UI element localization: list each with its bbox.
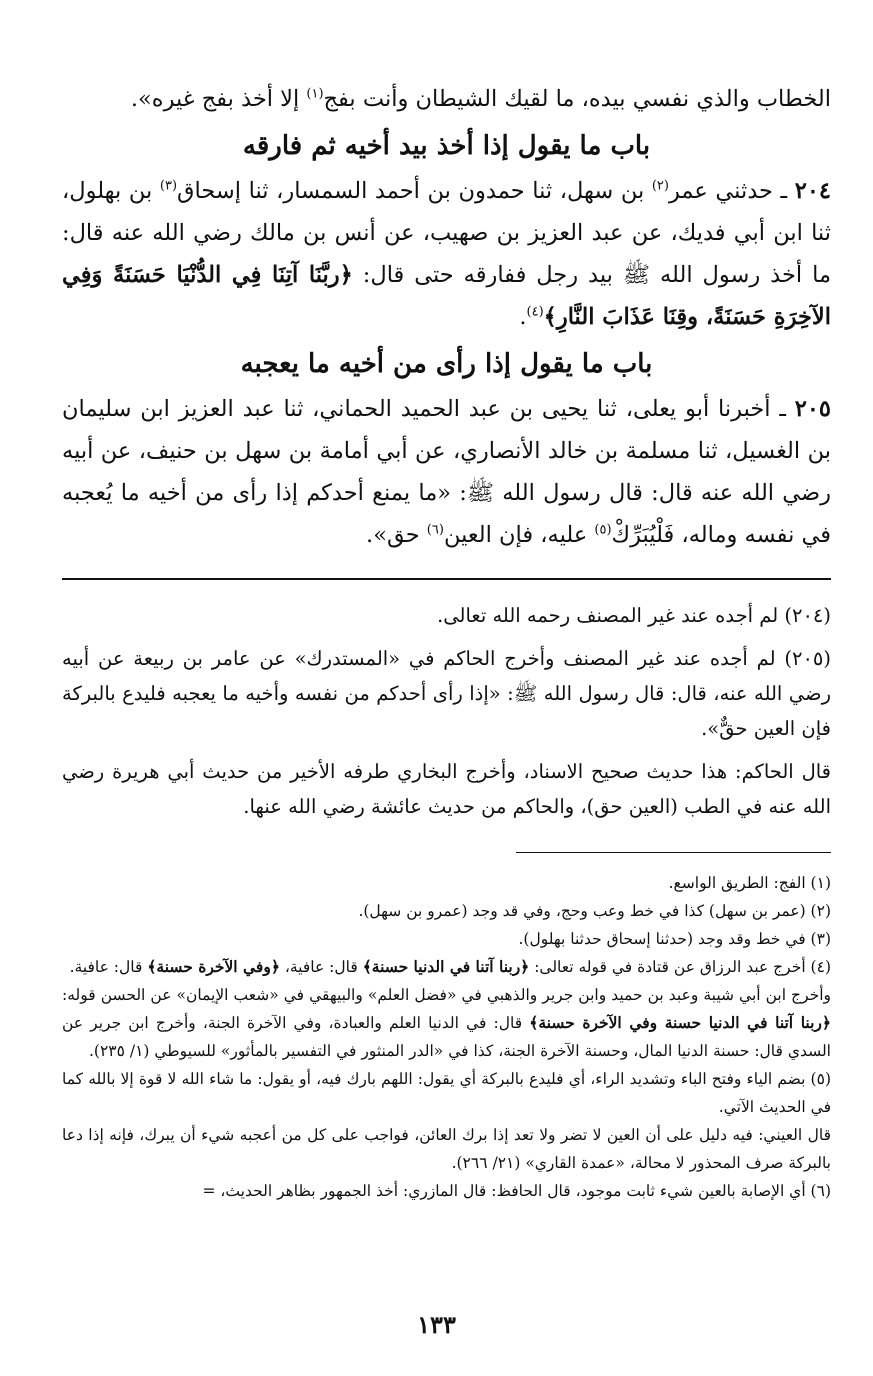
footnote-5-continued: قال العيني: فيه دليل على أن العين لا تضر ولا تعد إذا برك العائن، فواجب على كل من أعجبه شيء أن يبرك، فإنه إذا دعا بالبركة صرف المحذور لا محالة، «عمدة القاري» (٢١/ ٢٦٦). (62, 1126, 831, 1172)
hadith-number: ٢٠٥ (794, 396, 831, 422)
footnote-ref-3: (٣) (159, 178, 178, 194)
footnote-4: (٤) أخرج عبد الرزاق عن قتادة في قوله تعالى: ﴿ربنا آتنا في الدنيا حسنة﴾ قال: عافية، ﴿وفي الآخرة حسنة﴾ قال: عافية. (69, 957, 831, 976)
takhrij-notes (62, 598, 831, 824)
main-divider (62, 578, 831, 580)
note-204: (٢٠٤) لم أجده عند غير المصنف رحمه الله تعالى. (437, 604, 831, 627)
footnote-4-continued: وأخرج ابن أبي شيبة وعبد بن حميد وابن جرير والذهبي في «فضل العلم» والبيهقي في «شعب الإيمان» عن الحسن قوله: ﴿ربنا آتنا في الدنيا حسنة وفي الآخرة حسنة﴾ قال: في الدنيا العلم والعبادة، وفي الآخرة الجنة، وأخرج ابن جرير عن السدي قال: حسنة الدنيا المال، وحسنة الآخرة الجنة، كذا في «الدر المنثور في التفسير بالمأثور» للسيوطي (١/ ٢٣٥). (62, 986, 831, 1060)
footnote-5: (٥) بضم الياء وفتح الباء وتشديد الراء، أي فليدع بالبركة أي يقول: اللهم بارك فيه، أو يقول: ما شاء الله لا قوة إلا بالله كما في الحديث الآتي. (62, 1070, 831, 1116)
note-205: (٢٠٥) لم أجده عند غير المصنف وأخرج الحاكم في «المستدرك» عن عامر بن ربيعة عن أبيه رضي الله عنه، قال: قال رسول الله ﷺ: «إذا رأى أحدكم من نفسه وأخيه ما يعجبه فليدع بالبركة فإن العين حقٌّ». (62, 647, 831, 740)
note-hakim: قال الحاكم: هذا حديث صحيح الاسناد، وأخرج البخاري طرفه الأخير من حديث أبي هريرة رضي الله عنه في الطب (العين حق)، والحاكم من حديث عائشة رضي الله عنها. (62, 760, 831, 818)
footnote-2: (٢) (عمر بن سهل) كذا في خط وعب وحج، وفي قد وجد (عمرو بن سهل). (358, 902, 831, 920)
hadith-204: ٢٠٤ ـ حدثني عمر$^{(٢)}$ بن سهل، ثنا حمدون بن أحمد السمسار، ثنا إسحاق$^{(٣)}$ بن بهلول، ثنا ابن أبي فديك، عن عبد العزيز بن صهيب، عن أنس بن مالك رضي الله عنه قال: ما أخذ رسول الله ﷺ بيد رجل ففارقه حتى قال: ﴿ربَّنَا آتِنَا فِي الدُّنْيَا حَسَنَةً وَفِي الآخِرَةِ حَسَنَةً، وقِنَا عَذَابَ النَّارِ﴾$^{(٤)}$. (62, 178, 832, 330)
footnote-ref-6: (٦) (426, 522, 444, 538)
footnote-3: (٣) في خط وقد وجد (حدثنا إسحاق حدثنا بهلول). (518, 930, 831, 948)
footnote-6: (٦) أي الإصابة بالعين شيء ثابت موجود، قال الحافظ: قال المازري: أخذ الجمهور بظاهر الحديث، = (202, 1182, 831, 1200)
footnote-ref-5: (٥) (594, 522, 612, 538)
footnotes (62, 869, 831, 1205)
chapter-heading-2: باب ما يقول إذا رأى من أخيه ما يعجبه (240, 349, 653, 379)
footnote-1: (١) الفج: الطريق الواسع. (668, 874, 831, 892)
page-number: ١٣٣ (417, 1310, 456, 1339)
hadith-number: ٢٠٤ (794, 178, 832, 204)
opening-line: الخطاب والذي نفسي بيده، ما لقيك الشيطان وأنت بفج$^{(١)}$ إلا أخذ بفج غيره». (130, 86, 831, 112)
footnote-ref-1: (١) (306, 86, 324, 102)
main-text (62, 78, 831, 556)
quran-verse: ﴿ربَّنَا آتِنَا فِي الدُّنْيَا حَسَنَةً وَفِي الآخِرَةِ حَسَنَةً، وقِنَا عَذَابَ النَّارِ﴾ (62, 262, 831, 330)
footnote-divider (516, 852, 831, 853)
hadith-205: ٢٠٥ ـ أخبرنا أبو يعلى، ثنا يحيى بن عبد الحميد الحماني، ثنا عبد العزيز ابن سليمان بن الغسيل، ثنا مسلمة بن خالد الأنصاري، عن أبي أمامة بن سهل بن حنيف، عن أبيه رضي الله عنه قال: قال رسول الله ﷺ: «ما يمنع أحدكم إذا رأى من أخيه ما يُعجبه في نفسه وماله، فَلْيُبَرِّكْ$^{(٥)}$ عليه، فإن العين$^{(٦)}$ حق». (62, 396, 831, 548)
chapter-heading-1: باب ما يقول إذا أخذ بيد أخيه ثم فارقه (242, 131, 651, 161)
footnote-ref-2: (٢) (651, 178, 669, 194)
footnote-ref-4: (٤) (526, 304, 544, 320)
